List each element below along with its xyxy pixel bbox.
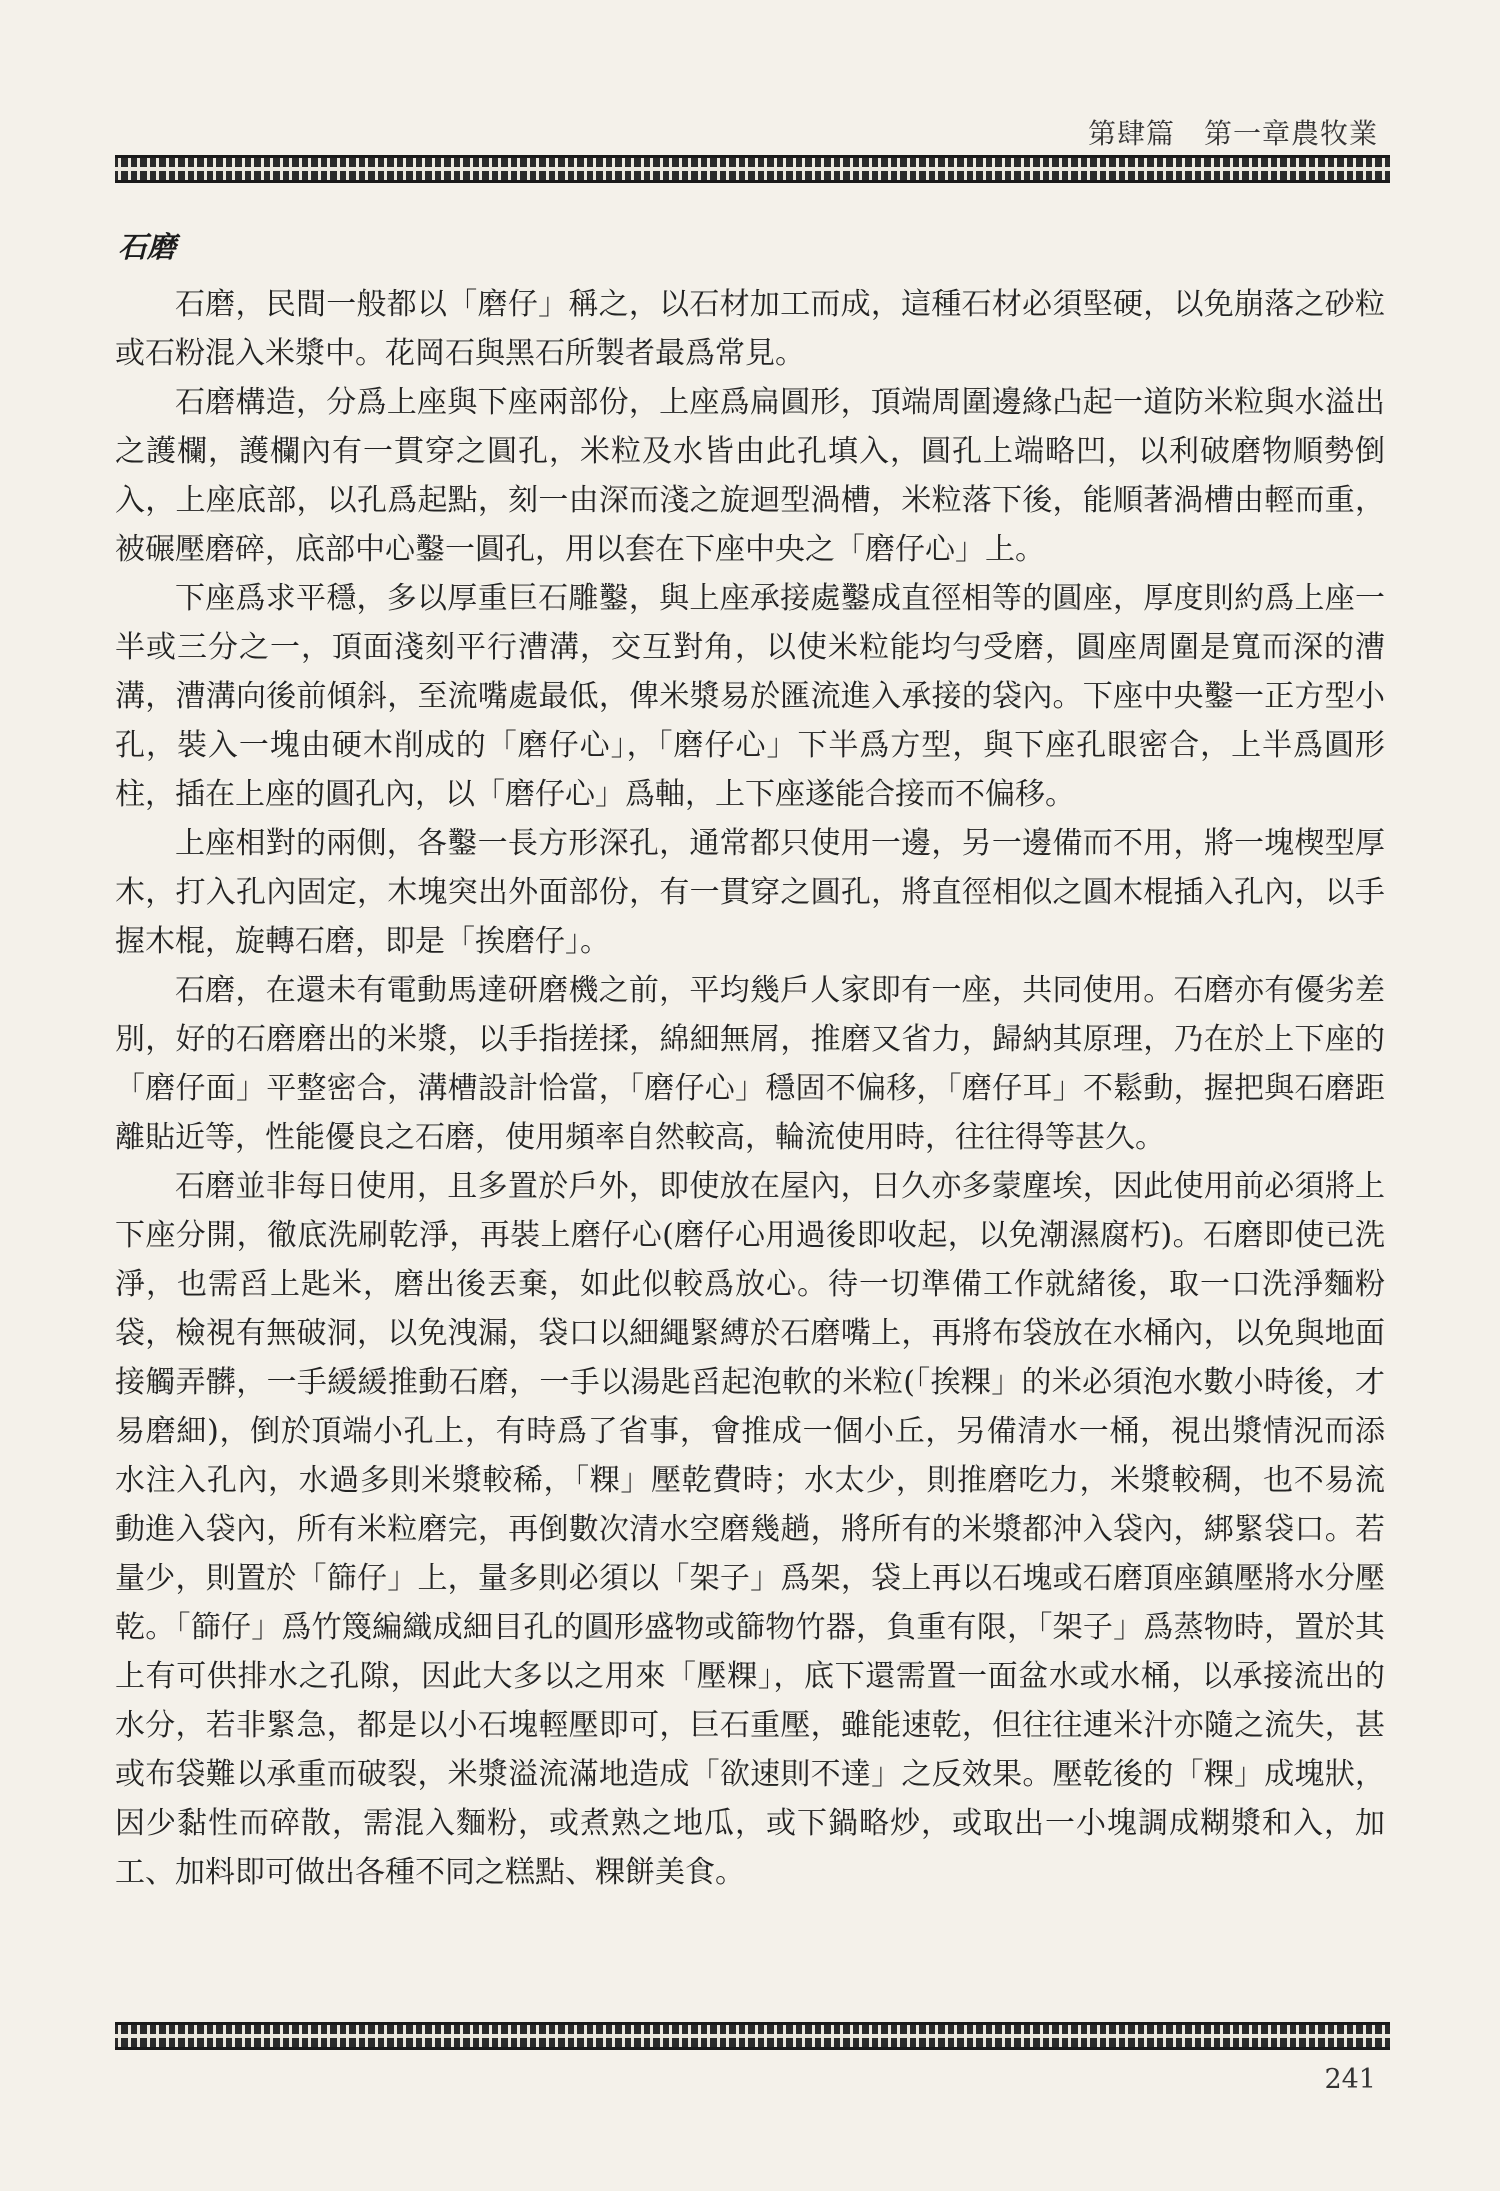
decorative-border-bottom [115, 2022, 1390, 2050]
paragraph: 石磨構造，分爲上座與下座兩部份，上座爲扁圓形，頂端周圍邊緣凸起一道防米粒與水溢出之護欄，護欄內有一貫穿之圓孔，米粒及水皆由此孔填入，圓孔上端略凹，以利破磨物順勢倒入，上座底部，以孔爲起點，刻一由深而淺之旋迴型渦槽，米粒落下後，能順著渦槽由輕而重，被碾壓磨碎，底部中心鑿一圓孔，用以套在下座中央之「磨仔心」上。 [115, 385, 1385, 567]
page-number: 241 [1324, 2064, 1376, 2095]
running-head: 第肆篇 第一章農牧業 [1087, 117, 1378, 150]
paragraph: 石磨，民間一般都以「磨仔」稱之，以石材加工而成，這種石材必須堅硬，以免崩落之砂粒或石粉混入米漿中。花岡石與黑石所製者最爲常見。 [115, 287, 1385, 371]
paragraph: 石磨，在還未有電動馬達研磨機之前，平均幾戶人家即有一座，共同使用。石磨亦有優劣差別，好的石磨磨出的米漿，以手指搓揉，綿細無屑，推磨又省力，歸納其原理，乃在於上下座的「磨仔面」平整密合，溝槽設計恰當，「磨仔心」穩固不偏移，「磨仔耳」不鬆動，握把與石磨距離貼近等，性能優良之石磨，使用頻率自然較高，輪流使用時，往往得等甚久。 [115, 973, 1385, 1155]
paragraph: 石磨並非每日使用，且多置於戶外，即使放在屋內，日久亦多蒙塵埃，因此使用前必須將上下座分開，徹底洗刷乾淨，再裝上磨仔心(磨仔心用過後即收起，以免潮濕腐朽)。石磨即使已洗淨，也需舀上匙米，磨出後丟棄，如此似較爲放心。待一切準備工作就緒後，取一口洗淨麵粉袋，檢視有無破洞，以免洩漏，袋口以細繩緊縛於石磨嘴上，再將布袋放在水桶內，以免與地面接觸弄髒，一手緩緩推動石磨，一手以湯匙舀起泡軟的米粒(「挨粿」的米必須泡水數小時後，才易磨細)，倒於頂端小孔上，有時爲了省事，會推成一個小丘，另備清水一桶，視出漿情況而添水注入孔內，水過多則米漿較稀，「粿」壓乾費時；水太少，則推磨吃力，米漿較稠，也不易流動進入袋內，所有米粒磨完，再倒數次清水空磨幾趟，將所有的米漿都沖入袋內，綁緊袋口。若量少，則置於「篩仔」上，量多則必須以「架子」爲架，袋上再以石塊或石磨頂座鎮壓將水分壓乾。「篩仔」爲竹篾編織成細目孔的圓形盛物或篩物竹器，負重有限，「架子」爲蒸物時，置於其上有可供排水之孔隙，因此大多以之用來「壓粿」，底下還需置一面盆水或水桶，以承接流出的水分，若非緊急，都是以小石塊輕壓即可，巨石重壓，雖能速乾，但往往連米汁亦隨之流失，甚或布袋難以承重而破裂，米漿溢流滿地造成「欲速則不達」之反效果。壓乾後的「粿」成塊狀，因少黏性而碎散，需混入麵粉，或煮熟之地瓜，或下鍋略炒，或取出一小塊調成糊漿和入，加工、加料即可做出各種不同之糕點、粿餅美食。 [115, 1169, 1385, 1890]
decorative-border-top [115, 155, 1390, 183]
paragraph: 下座爲求平穩，多以厚重巨石雕鑿，與上座承接處鑿成直徑相等的圓座，厚度則約爲上座一半或三分之一，頂面淺刻平行漕溝，交互對角，以使米粒能均勻受磨，圓座周圍是寬而深的漕溝，漕溝向後前傾斜，至流嘴處最低，俾米漿易於匯流進入承接的袋內。下座中央鑿一正方型小孔，裝入一塊由硬木削成的「磨仔心」，「磨仔心」下半爲方型，與下座孔眼密合，上半爲圓形柱，插在上座的圓孔內，以「磨仔心」爲軸，上下座遂能合接而不偏移。 [115, 581, 1385, 812]
section-title: 石磨 [118, 230, 177, 264]
body-text [115, 280, 1385, 1897]
paragraph: 上座相對的兩側，各鑿一長方形深孔，通常都只使用一邊，另一邊備而不用，將一塊楔型厚木，打入孔內固定，木塊突出外面部份，有一貫穿之圓孔，將直徑相似之圓木棍插入孔內，以手握木棍，旋轉石磨，即是「挨磨仔」。 [115, 826, 1385, 959]
